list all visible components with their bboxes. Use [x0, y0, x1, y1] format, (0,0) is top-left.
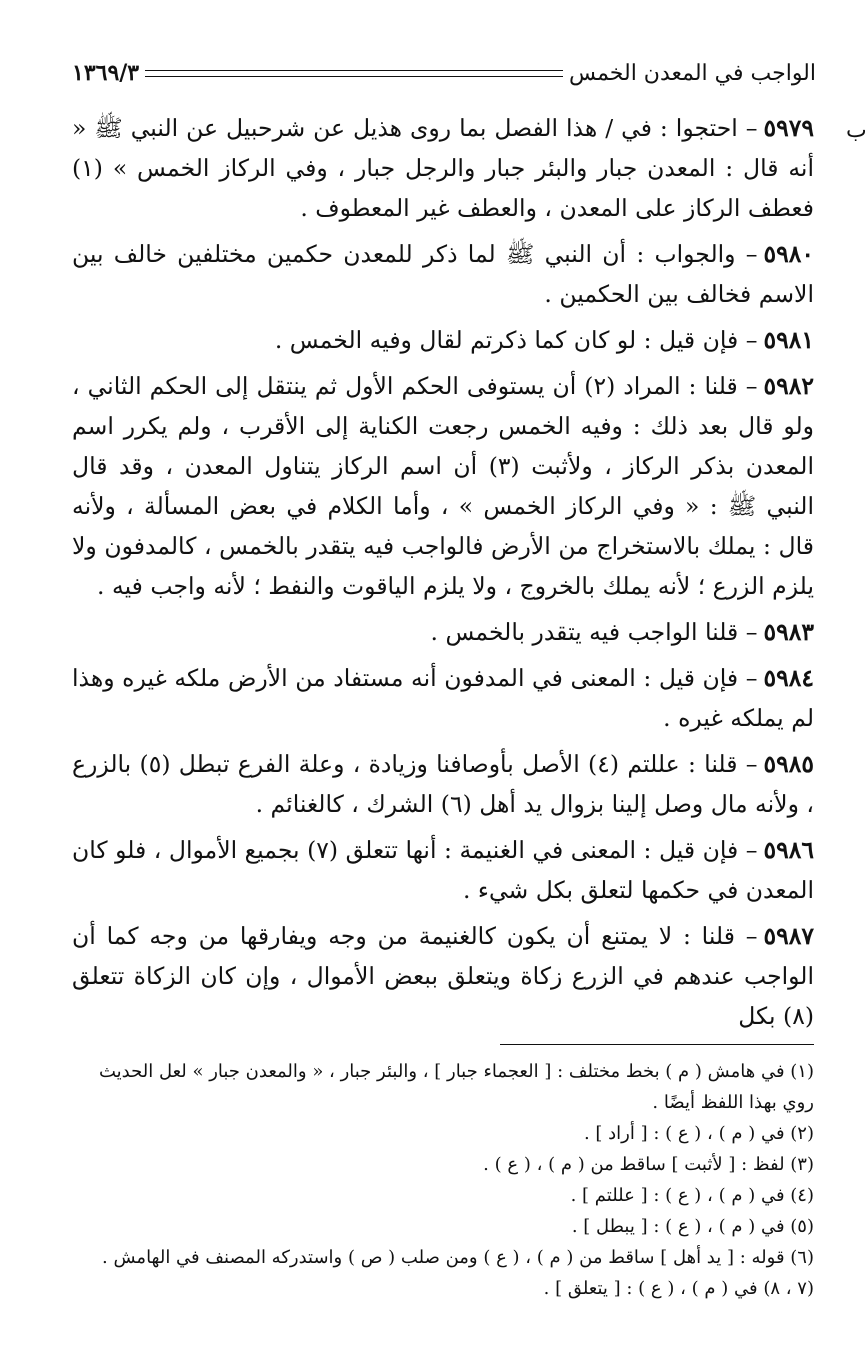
page-number: ١٣٦٩/٣ — [72, 60, 140, 86]
paragraph-number: ٥٩٨١ — [763, 326, 814, 354]
paragraph-number: ٥٩٧٩ — [763, 114, 814, 142]
footnote: (٦) قوله : [ يد أهل ] ساقط من ( م ) ، ( ع ) ومن صلب ( ص ) واستدركه المصنف في الهامش . — [102, 1247, 814, 1268]
paragraph-text: – فإن قيل : لو كان كما ذكرتم لقال وفيه الخمس . — [274, 326, 758, 354]
paragraph-text: – فإن قيل : المعنى في المدفون أنه مستفاد من الأرض ملكه غيره وهذا لم يملكه غيره . — [72, 664, 814, 732]
margin-mark: ب — [846, 118, 867, 143]
page-header — [72, 56, 816, 90]
paragraph-text: – قلنا الواجب فيه يتقدر بالخمس . — [430, 618, 758, 646]
footnote: (٣) لفظ : [ لأثبت ] ساقط من ( م ) ، ( ع ) . — [483, 1154, 814, 1175]
paragraph-text: – والجواب : أن النبي ﷺ لما ذكر للمعدن حكمين مختلفين خالف بين الاسم فخالف بين الحكمين . — [72, 240, 814, 308]
main-text — [72, 108, 814, 1042]
paragraph-number: ٥٩٨٠ — [763, 240, 814, 268]
paragraph-text: – قلنا : عللتم (٤) الأصل بأوصافنا وزيادة ، وعلة الفرع تبطل (٥) بالزرع ، ولأنه مال وصل إلينا بزوال يد أهل (٦) الشرك ، كالغنائم . — [72, 750, 814, 818]
paragraph-number: ٥٩٨٥ — [763, 750, 815, 778]
paragraph — [72, 234, 814, 314]
header-rule — [145, 70, 563, 77]
footnotes — [72, 1056, 814, 1304]
paragraph-number: ٥٩٨٦ — [763, 836, 814, 864]
paragraph — [72, 366, 814, 606]
paragraph-text: – قلنا : المراد (٢) أن يستوفى الحكم الأول ثم ينتقل إلى الحكم الثاني ، ولو قال بعد ذلك : وفيه الخمس رجعت الكناية إلى الأقرب ، ولم يكرر اسم المعدن بذكر الركاز ، ولأثبت (٣) أن اسم الركاز يتناول المعدن ، وقد قال النبي ﷺ : « وفي الركاز الخمس » ، وأما الكلام في بعض المسألة ، ولأنه قال : يملك بالاستخراج من الأرض فالواجب فيه يتقدر بالخمس ، كالمدفون ولا يلزم الزرع ؛ لأنه يملك بالخروج ، ولا يلزم الياقوت والنفط ؛ لأنه واجب فيه . — [72, 372, 814, 600]
paragraph-number: ٥٩٨٧ — [763, 922, 814, 950]
paragraph — [72, 108, 814, 228]
footnote: (١) في هامش ( م ) بخط مختلف : [ العجماء جبار ] ، والبئر جبار ، « والمعدن جبار » لعل الحديث روي بهذا اللفظ أيضًا . — [98, 1061, 814, 1113]
paragraph-text: – احتجوا : في / هذا الفصل بما روى هذيل عن شرحبيل عن النبي ﷺ « أنه قال : المعدن جبار والبئر جبار والرجل جبار ، وفي الركاز الخمس » (١) فعطف الركاز على المعدن ، والعطف غير المعطوف . — [72, 114, 814, 222]
paragraph — [72, 744, 814, 824]
paragraph-number: ٥٩٨٤ — [763, 664, 814, 692]
paragraph — [72, 658, 814, 738]
paragraph-number: ٥٩٨٣ — [763, 618, 814, 646]
paragraph — [72, 320, 814, 360]
paragraph-number: ٥٩٨٢ — [763, 372, 814, 400]
footnote: (٢) في ( م ) ، ( ع ) : [ أراد ] . — [583, 1123, 814, 1144]
paragraph-text: – فإن قيل : المعنى في الغنيمة : أنها تتعلق (٧) بجميع الأموال ، فلو كان المعدن في حكمها لتعلق بكل شيء . — [72, 836, 814, 904]
paragraph-text: – قلنا : لا يمتنع أن يكون كالغنيمة من وجه ويفارقها من وجه كما أن الواجب عندهم في الزرع زكاة ويتعلق ببعض الأموال ، وإن كان الزكاة تتعلق (٨) بكل — [72, 922, 814, 1030]
paragraph — [72, 612, 814, 652]
paragraph — [72, 830, 814, 910]
paragraph — [72, 916, 814, 1036]
footnote-separator — [500, 1044, 814, 1045]
running-title: الواجب في المعدن الخمس — [569, 60, 816, 86]
footnote: (٧ ، ٨) في ( م ) ، ( ع ) : [ يتعلق ] . — [543, 1278, 814, 1299]
footnote: (٥) في ( م ) ، ( ع ) : [ يبطل ] . — [571, 1216, 814, 1237]
footnote: (٤) في ( م ) ، ( ع ) : [ عللتم ] . — [570, 1185, 814, 1206]
